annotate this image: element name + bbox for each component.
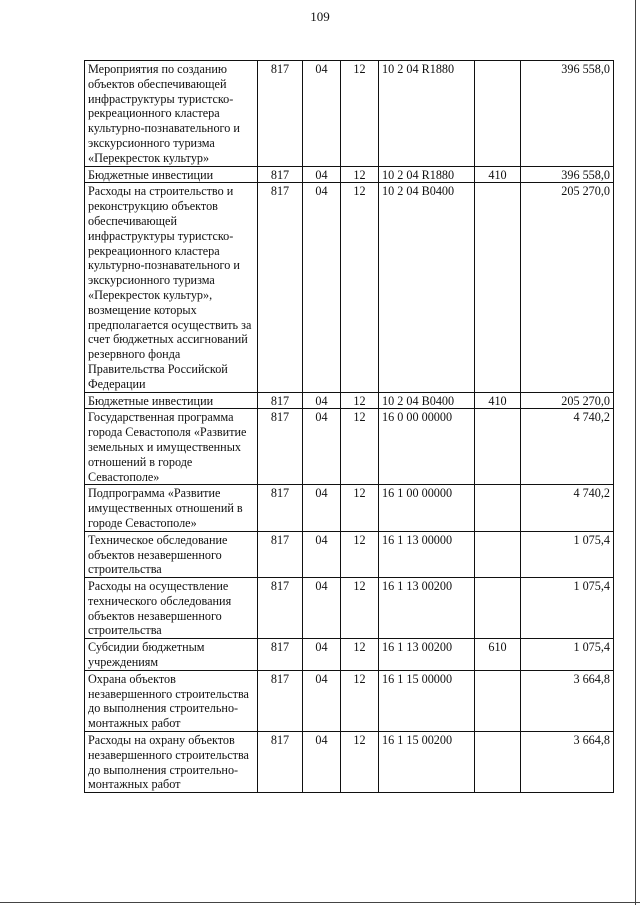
table-row bbox=[85, 531, 614, 577]
department-code: 817 bbox=[258, 670, 303, 731]
section-code: 04 bbox=[303, 578, 341, 639]
expense-name: Подпрограмма «Развитие имущественных отношений в городе Севастополе» bbox=[85, 485, 258, 531]
scan-edge-bottom bbox=[0, 902, 640, 903]
target-article-code: 16 1 15 00000 bbox=[379, 670, 475, 731]
expense-type-code bbox=[475, 61, 521, 167]
table-row bbox=[85, 639, 614, 671]
target-article-code: 10 2 04 R1880 bbox=[379, 61, 475, 167]
section-code: 04 bbox=[303, 531, 341, 577]
target-article-code: 16 1 15 00200 bbox=[379, 732, 475, 793]
department-code: 817 bbox=[258, 392, 303, 409]
table-row bbox=[85, 670, 614, 731]
section-code: 04 bbox=[303, 409, 341, 485]
scan-edge-right bbox=[635, 0, 636, 905]
department-code: 817 bbox=[258, 578, 303, 639]
page-number: 109 bbox=[310, 9, 330, 24]
subsection-code: 12 bbox=[341, 392, 379, 409]
section-code: 04 bbox=[303, 639, 341, 671]
section-code: 04 bbox=[303, 61, 341, 167]
department-code: 817 bbox=[258, 61, 303, 167]
expense-type-code bbox=[475, 578, 521, 639]
expense-type-code: 410 bbox=[475, 392, 521, 409]
expense-name: Государственная программа города Севастополя «Развитие земельных и имущественных отношений в городе Севастополе» bbox=[85, 409, 258, 485]
amount: 205 270,0 bbox=[521, 392, 614, 409]
expense-type-code bbox=[475, 732, 521, 793]
department-code: 817 bbox=[258, 732, 303, 793]
amount: 396 558,0 bbox=[521, 166, 614, 183]
table-row bbox=[85, 61, 614, 167]
expense-name: Бюджетные инвестиции bbox=[85, 392, 258, 409]
department-code: 817 bbox=[258, 531, 303, 577]
table-row bbox=[85, 485, 614, 531]
table-row bbox=[85, 183, 614, 392]
subsection-code: 12 bbox=[341, 732, 379, 793]
section-code: 04 bbox=[303, 732, 341, 793]
table-row bbox=[85, 392, 614, 409]
amount: 4 740,2 bbox=[521, 409, 614, 485]
section-code: 04 bbox=[303, 392, 341, 409]
target-article-code: 10 2 04 B0400 bbox=[379, 392, 475, 409]
target-article-code: 16 1 13 00200 bbox=[379, 578, 475, 639]
expense-type-code bbox=[475, 670, 521, 731]
expense-type-code: 410 bbox=[475, 166, 521, 183]
target-article-code: 10 2 04 R1880 bbox=[379, 166, 475, 183]
amount: 1 075,4 bbox=[521, 531, 614, 577]
subsection-code: 12 bbox=[341, 166, 379, 183]
target-article-code: 16 1 13 00200 bbox=[379, 639, 475, 671]
table-body bbox=[85, 61, 614, 793]
amount: 4 740,2 bbox=[521, 485, 614, 531]
department-code: 817 bbox=[258, 639, 303, 671]
expense-type-code bbox=[475, 531, 521, 577]
expense-name: Бюджетные инвестиции bbox=[85, 166, 258, 183]
subsection-code: 12 bbox=[341, 61, 379, 167]
expense-type-code bbox=[475, 485, 521, 531]
expense-name: Расходы на осуществление технического обследования объектов незавершенного строительства bbox=[85, 578, 258, 639]
amount: 1 075,4 bbox=[521, 639, 614, 671]
amount: 396 558,0 bbox=[521, 61, 614, 167]
subsection-code: 12 bbox=[341, 409, 379, 485]
department-code: 817 bbox=[258, 183, 303, 392]
expense-name: Субсидии бюджетным учреждениям bbox=[85, 639, 258, 671]
target-article-code: 16 1 13 00000 bbox=[379, 531, 475, 577]
expense-type-code bbox=[475, 409, 521, 485]
expense-name: Расходы на строительство и реконструкцию объектов обеспечивающей инфраструктуры туристско-рекреационного кластера культурно-познавательного и экскурсионного туризма «Перекресток культур», возмещение которых предполагается осуществить за счет бюджетных ассигнований резервного фонда Правительства Российской Федерации bbox=[85, 183, 258, 392]
expense-type-code: 610 bbox=[475, 639, 521, 671]
section-code: 04 bbox=[303, 485, 341, 531]
section-code: 04 bbox=[303, 166, 341, 183]
subsection-code: 12 bbox=[341, 531, 379, 577]
amount: 205 270,0 bbox=[521, 183, 614, 392]
expense-name: Охрана объектов незавершенного строительства до выполнения строительно-монтажных работ bbox=[85, 670, 258, 731]
expense-type-code bbox=[475, 183, 521, 392]
target-article-code: 10 2 04 B0400 bbox=[379, 183, 475, 392]
subsection-code: 12 bbox=[341, 670, 379, 731]
amount: 1 075,4 bbox=[521, 578, 614, 639]
table-row bbox=[85, 732, 614, 793]
budget-table bbox=[84, 60, 614, 793]
expense-name: Расходы на охрану объектов незавершенного строительства до выполнения строительно-монтажных работ bbox=[85, 732, 258, 793]
section-code: 04 bbox=[303, 670, 341, 731]
table-row bbox=[85, 166, 614, 183]
expense-name: Мероприятия по созданию объектов обеспечивающей инфраструктуры туристско-рекреационного кластера культурно-познавательного и экскурсионного туризма «Перекресток культур» bbox=[85, 61, 258, 167]
subsection-code: 12 bbox=[341, 485, 379, 531]
amount: 3 664,8 bbox=[521, 732, 614, 793]
subsection-code: 12 bbox=[341, 578, 379, 639]
section-code: 04 bbox=[303, 183, 341, 392]
target-article-code: 16 1 00 00000 bbox=[379, 485, 475, 531]
table-row bbox=[85, 409, 614, 485]
department-code: 817 bbox=[258, 166, 303, 183]
subsection-code: 12 bbox=[341, 639, 379, 671]
target-article-code: 16 0 00 00000 bbox=[379, 409, 475, 485]
table-row bbox=[85, 578, 614, 639]
department-code: 817 bbox=[258, 409, 303, 485]
expense-name: Техническое обследование объектов незавершенного строительства bbox=[85, 531, 258, 577]
department-code: 817 bbox=[258, 485, 303, 531]
subsection-code: 12 bbox=[341, 183, 379, 392]
amount: 3 664,8 bbox=[521, 670, 614, 731]
